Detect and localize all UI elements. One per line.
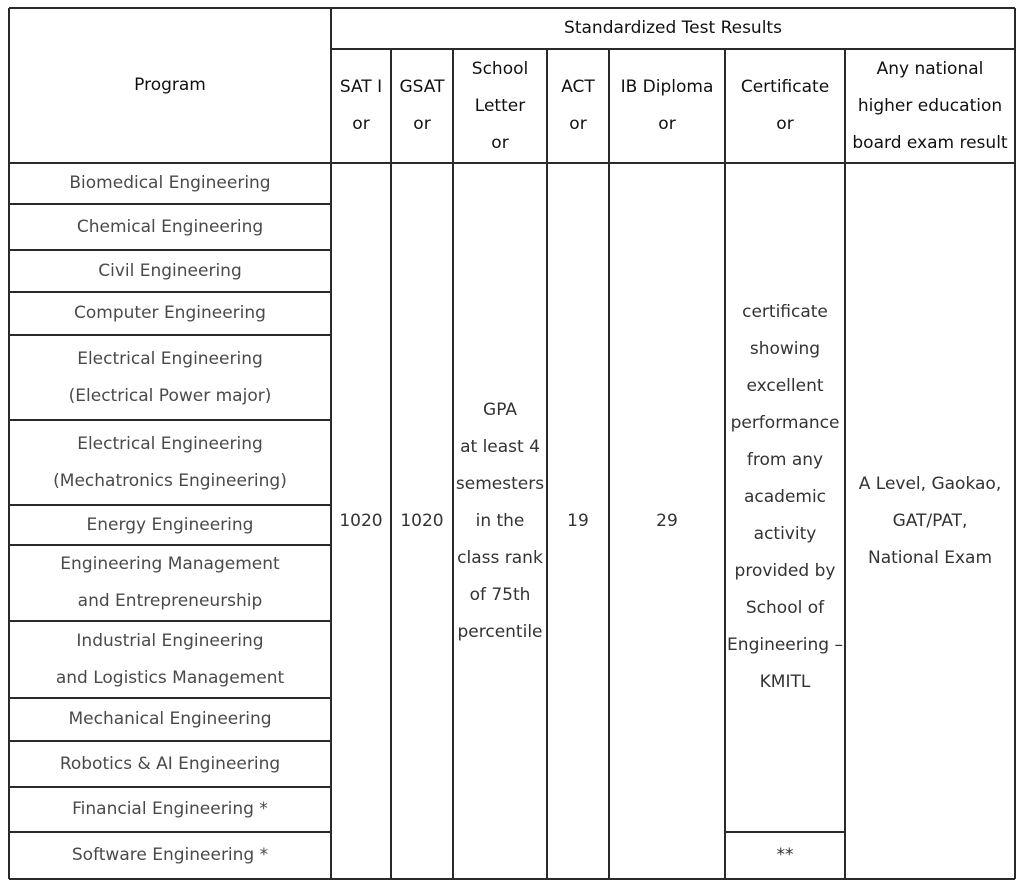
header-sat	[331, 49, 391, 163]
program-name-sub: and Entrepreneurship	[77, 591, 263, 611]
program-row	[9, 505, 331, 545]
sat-value: 1020	[339, 510, 383, 531]
program-row	[9, 698, 331, 741]
program-name: Chemical Engineering	[76, 216, 264, 237]
program-row	[9, 621, 331, 698]
certificate-text: School of	[745, 598, 825, 618]
certificate-text: excellent	[746, 376, 824, 396]
header-sat-label: SAT I	[339, 77, 383, 97]
program-name: Computer Engineering	[74, 303, 266, 323]
header-school-letter-or: or	[491, 132, 509, 153]
program-row	[9, 832, 331, 879]
program-row	[9, 292, 331, 335]
program-name: Industrial Engineering	[76, 630, 264, 651]
act-value: 19	[567, 510, 589, 531]
school-letter-text: of 75th	[469, 584, 531, 605]
header-act-or: or	[569, 114, 587, 134]
school-letter-text: percentile	[457, 621, 543, 642]
header-gsat-or: or	[413, 114, 431, 134]
header-gsat	[391, 49, 453, 163]
program-row	[9, 741, 331, 787]
header-ib-or: or	[658, 114, 676, 134]
national-exam-text: National Exam	[867, 547, 993, 568]
certificate-text: provided by	[734, 561, 836, 581]
program-name: Engineering Management	[60, 554, 280, 574]
program-row	[9, 545, 331, 621]
gsat-value: 1020	[400, 510, 444, 531]
national-exam-text: GAT/PAT,	[892, 510, 968, 531]
certificate-text: performance	[730, 413, 840, 433]
header-ib-diploma	[609, 49, 725, 163]
school-letter-text: in the	[475, 510, 525, 531]
program-name: Software Engineering *	[71, 845, 269, 865]
header-act-label: ACT	[561, 77, 595, 97]
certificate-text: certificate	[742, 302, 828, 322]
certificate-value-cell	[725, 163, 845, 832]
program-row	[9, 335, 331, 420]
school-letter-value-cell	[453, 163, 547, 879]
program-row	[9, 204, 331, 250]
header-certificate-or: or	[776, 114, 794, 134]
header-national-line1: Any national	[876, 58, 984, 79]
program-name: Civil Engineering	[98, 260, 242, 281]
school-letter-text: GPA	[483, 399, 517, 420]
ib-value: 29	[656, 510, 678, 531]
header-certificate	[725, 49, 845, 163]
header-national-exam	[845, 49, 1015, 163]
program-name: Electrical Engineering	[77, 433, 263, 454]
certificate-note-cell	[725, 832, 845, 879]
header-ib-label: IB Diploma	[620, 77, 714, 97]
program-row	[9, 250, 331, 292]
gsat-value-cell	[391, 163, 453, 879]
header-group-label: Standardized Test Results	[564, 18, 782, 38]
program-name-sub: and Logistics Management	[55, 667, 285, 688]
program-name-sub: (Mechatronics Engineering)	[53, 470, 287, 491]
header-certificate-label: Certificate	[740, 77, 830, 97]
national-exam-text: A Level, Gaokao,	[858, 473, 1002, 494]
program-row	[9, 787, 331, 832]
certificate-text: Engineering –	[727, 635, 843, 655]
sat-value-cell	[331, 163, 391, 879]
header-program	[9, 8, 331, 163]
header-program-label: Program	[134, 75, 206, 95]
certificate-text: activity	[753, 524, 817, 544]
program-name: Robotics & AI Engineering	[59, 753, 281, 774]
header-gsat-label: GSAT	[399, 77, 445, 97]
program-row	[9, 420, 331, 505]
header-school-letter-line1: School	[471, 58, 529, 79]
school-letter-text: class rank	[457, 547, 543, 568]
header-sat-or: or	[352, 114, 370, 134]
ib-value-cell	[609, 163, 725, 879]
school-letter-text: at least 4	[460, 436, 540, 457]
program-name: Financial Engineering *	[72, 799, 268, 819]
program-name: Energy Engineering	[86, 514, 254, 535]
certificate-text: from any	[746, 450, 824, 470]
program-name: Electrical Engineering	[77, 348, 263, 369]
certificate-text: showing	[749, 339, 821, 359]
certificate-text: academic	[743, 487, 827, 507]
header-school-letter	[453, 49, 547, 163]
header-act	[547, 49, 609, 163]
program-name: Biomedical Engineering	[69, 173, 271, 193]
national-exam-value-cell	[845, 163, 1015, 879]
certificate-text: KMITL	[759, 672, 811, 692]
header-standardized-test-results	[331, 8, 1015, 49]
header-school-letter-line2: Letter	[474, 95, 526, 116]
program-row	[9, 163, 331, 204]
program-name-sub: (Electrical Power major)	[68, 385, 272, 406]
program-name: Mechanical Engineering	[68, 709, 272, 729]
certificate-note: **	[776, 845, 794, 865]
act-value-cell	[547, 163, 609, 879]
header-national-line3: board exam result	[852, 132, 1008, 153]
header-national-line2: higher education	[857, 95, 1003, 116]
school-letter-text: semesters	[455, 473, 545, 494]
